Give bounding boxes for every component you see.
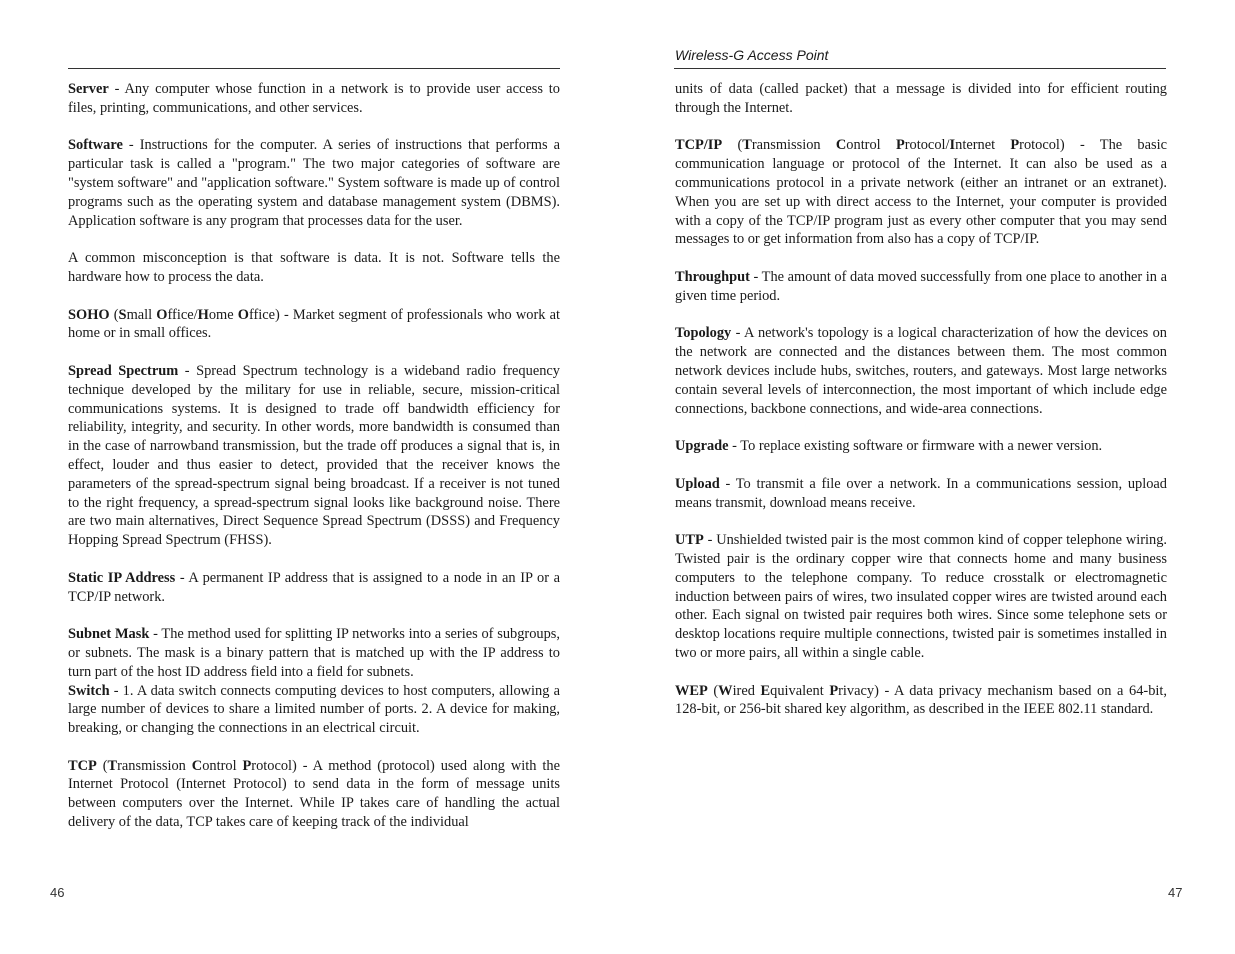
glossary-term: Static IP Address bbox=[68, 569, 176, 586]
glossary-term: Upload bbox=[675, 475, 720, 492]
glossary-entry-wep: WEP (Wired Equivalent Privacy) - A data privacy mechanism based on a 64-bit, 128-bit, or 256-bit shared key algorithm, as described in the IEEE 802.11 standard. bbox=[675, 682, 1167, 718]
right-page-text bbox=[675, 80, 1167, 738]
page-number-right: 47 bbox=[1168, 885, 1183, 900]
glossary-definition: - A network's topology is a logical characterization of how the devices on the network are connected and the distances between them. The most common network devices include hubs, switches, routers, and gateways. Most large networks contain several levels of interconnection, the most important of which include edge connections, backbone connections, and wide-area connections. bbox=[675, 325, 1167, 417]
glossary-term: Throughput bbox=[675, 268, 750, 285]
glossary-entry-soho: SOHO (Small Office/Home Office) - Market segment of professionals who work at home or in small offices. bbox=[68, 306, 561, 342]
glossary-entry-upload bbox=[675, 475, 1167, 513]
glossary-term: Subnet Mask bbox=[68, 626, 150, 643]
glossary-definition: - The method used for splitting IP networks into a series of subgroups, or subnets. The mask is a binary pattern that is matched up with the IP address to turn part of the host ID address field into a field for subnets. bbox=[68, 626, 560, 680]
glossary-entry-upgrade bbox=[675, 437, 1167, 456]
glossary-term: Topology bbox=[675, 325, 732, 342]
glossary-term: UTP bbox=[675, 532, 704, 549]
running-header: Wireless-G Access Point bbox=[675, 47, 829, 63]
glossary-entry-topology bbox=[675, 324, 1167, 418]
glossary-definition: - Unshielded twisted pair is the most common kind of copper telephone wiring. Twisted pair is the ordinary copper wire that connects home and many business computers to the telephone company. To reduce crosstalk or electromagnetic induction between pairs of wires, two insulated copper wires are twisted around each other. Each signal on twisted pair requires both wires. Since some telephone sets or desktop locations require multiple connections, twisted pair is sometimes installed in two or more pairs, all within a single cable. bbox=[675, 532, 1167, 661]
glossary-definition: - To transmit a file over a network. In a communications session, upload means transmit, download means receive. bbox=[675, 475, 1167, 511]
glossary-definition: - Any computer whose function in a network is to provide user access to files, printing, communications, and other services. bbox=[68, 81, 560, 116]
software-note-paragraph: A common misconception is that software is data. It is not. Software tells the hardware how to process the data. bbox=[68, 250, 560, 285]
glossary-entry-switch bbox=[68, 682, 560, 738]
glossary-term: WEP bbox=[675, 682, 708, 699]
left-header-rule bbox=[68, 68, 560, 69]
right-header-rule bbox=[674, 68, 1166, 69]
glossary-term: TCP/IP bbox=[675, 137, 723, 154]
glossary-entry-throughput bbox=[675, 268, 1167, 306]
glossary-definition: - A permanent IP address that is assigned to a node in an IP or a TCP/IP network. bbox=[68, 569, 560, 605]
glossary-term: Spread Spectrum bbox=[68, 362, 179, 379]
glossary-definition: - 1. A data switch connects computing devices to host computers, allowing a large number of devices to share a limited number of ports. 2. A device for making, breaking, or changing the connections in an electrical circuit. bbox=[68, 682, 560, 737]
glossary-term: Switch bbox=[68, 682, 110, 699]
glossary-term: TCP bbox=[68, 757, 97, 774]
left-page-text bbox=[68, 80, 560, 851]
glossary-term: Software bbox=[68, 137, 123, 154]
glossary-entry-static-ip bbox=[68, 569, 560, 607]
page-number-left: 46 bbox=[50, 885, 65, 900]
glossary-entry-server bbox=[68, 80, 560, 118]
glossary-definition: - Instructions for the computer. A series of instructions that performs a particular task is called a "program." The two major categories of software are "system software" and "application software." System software is made up of control programs such as the operating system and database management system (DBMS). Application software is any program that processes data for the user. bbox=[68, 137, 560, 229]
glossary-entry-spread-spectrum bbox=[68, 362, 560, 550]
glossary-definition: - The amount of data moved successfully from one place to another in a given time period. bbox=[675, 268, 1167, 304]
glossary-term: SOHO bbox=[68, 306, 110, 323]
glossary-definition: - Spread Spectrum technology is a wideband radio frequency technique developed by the military for use in reliable, secure, mission-critical communications systems. It is designed to trade off bandwidth efficiency for reliability, integrity, and security. In other words, more bandwidth is consumed than in the case of narrowband transmission, but the trade off produces a signal that is, in effect, louder and thus easier to detect, provided that the receiver knows the parameters of the spread-spectrum signal being broadcast. If a receiver is not tuned to the right frequency, a spread-spectrum signal looks like background noise. There are two main alternatives, Direct Sequence Spread Spectrum (DSSS) and Frequency Hopping Spread Spectrum (FHSS). bbox=[68, 362, 560, 549]
glossary-entry-tcp-ip: TCP/IP (Transmission Control Protocol/Internet Protocol) - The basic communication language or protocol of the Internet. It can also be used as a communications protocol in a private network (either an intranet or an extranet). When you are set up with direct access to the Internet, your computer is provided with a copy of the TCP/IP program just as every other computer that you may send messages to or get information from also has a copy of TCP/IP. bbox=[675, 137, 1167, 248]
glossary-entry-software bbox=[68, 136, 560, 230]
tcp-continuation-paragraph: units of data (called packet) that a message is divided into for efficient routing through the Internet. bbox=[675, 81, 1167, 116]
glossary-entry-subnet-mask bbox=[68, 625, 560, 681]
glossary-entry-tcp: TCP (Transmission Control Protocol) - A method (protocol) used along with the Internet Protocol (Internet Protocol) to send data in the form of message units between computers over the Internet. While IP takes care of handling the actual delivery of the data, TCP takes care of keeping track of the individual bbox=[68, 757, 560, 831]
glossary-term: Server bbox=[68, 81, 109, 97]
glossary-term: Upgrade bbox=[675, 438, 729, 455]
glossary-entry-utp bbox=[675, 531, 1167, 663]
glossary-definition: - To replace existing software or firmware with a newer version. bbox=[728, 438, 1103, 455]
